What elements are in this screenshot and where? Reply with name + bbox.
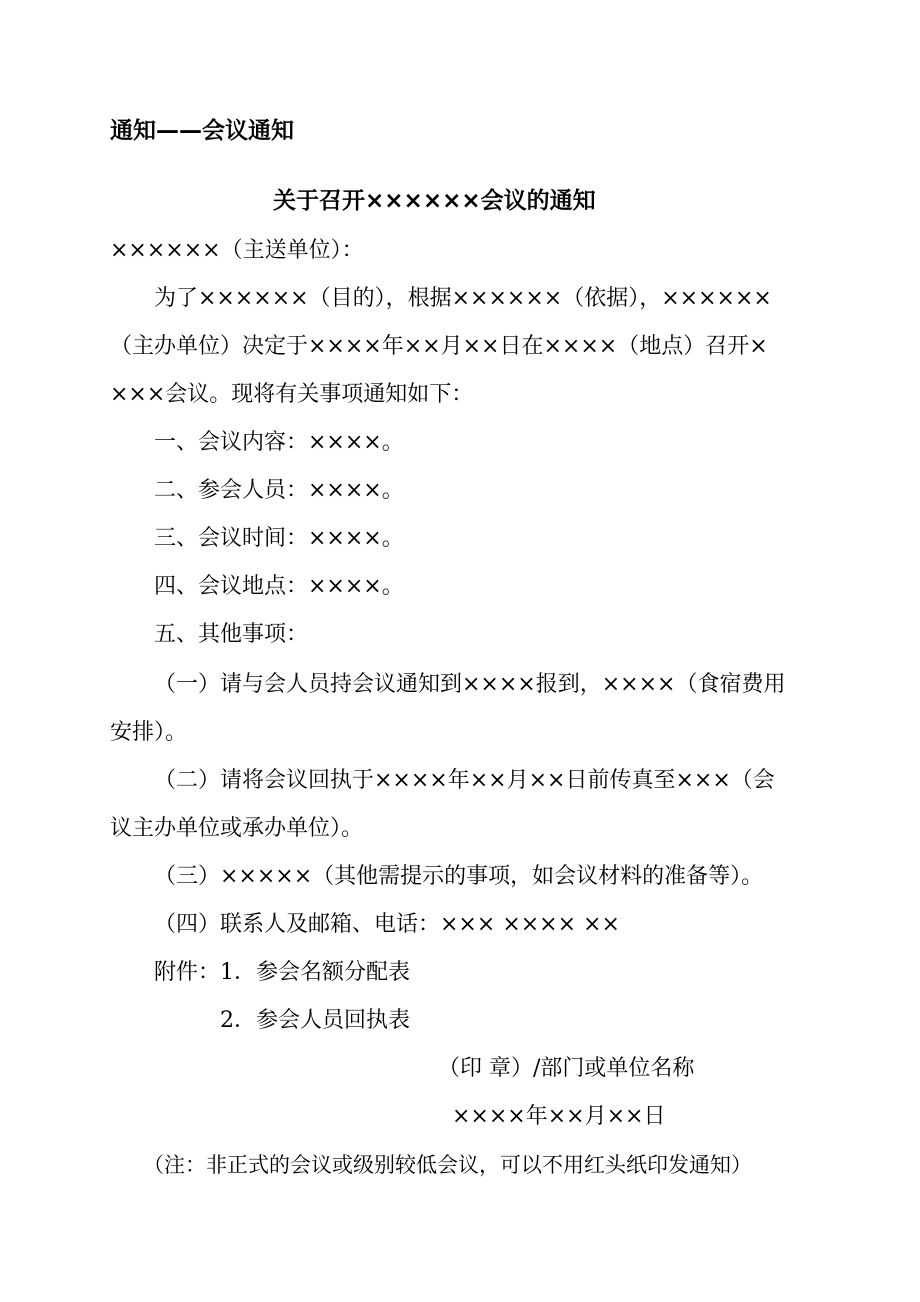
sub-item-receipt-line: （二）请将会议回执于××××年××月××日前传真至×××（会 (154, 768, 775, 793)
document-title: 关于召开××××××会议的通知 (273, 188, 596, 214)
intro-paragraph-line: （主办单位）决定于××××年××月××日在××××（地点）召开× (110, 334, 768, 359)
sub-item-registration-line: （一）请与会人员持会议通知到××××报到，××××（食宿费用 (154, 672, 786, 697)
sub-item-receipt-line: 议主办单位或承办单位）。 (110, 816, 364, 841)
intro-paragraph-line: 为了××××××（目的），根据××××××（依据），×××××× (154, 286, 772, 311)
attachments-label: 附件： (154, 960, 221, 985)
attachment-item: 1．参会名额分配表 (220, 960, 410, 985)
item-attendees: 二、参会人员：××××。 (154, 478, 404, 503)
signature-seal: （印 章）/部门或单位名称 (438, 1056, 695, 1081)
salutation: ××××××（主送单位）： (110, 238, 364, 263)
sub-item-other-notes: （三）×××××（其他需提示的事项，如会议材料的准备等）。 (154, 864, 764, 889)
sub-item-registration-line: 安排）。 (110, 720, 188, 745)
document-heading: 通知——会议通知 (110, 118, 294, 144)
signature-date: ××××年××月××日 (452, 1104, 666, 1129)
item-other-matters: 五、其他事项： (154, 622, 309, 647)
item-meeting-content: 一、会议内容：××××。 (154, 430, 404, 455)
sub-item-contact: （四）联系人及邮箱、电话：××× ×××× ×× (154, 912, 620, 937)
intro-paragraph-line: ×××会议。现将有关事项通知如下： (110, 382, 474, 407)
attachment-item: 2．参会人员回执表 (220, 1008, 410, 1033)
item-meeting-time: 三、会议时间：××××。 (154, 526, 404, 551)
footnote: （注：非正式的会议或级别较低会议，可以不用红头纸印发通知） (143, 1153, 752, 1177)
item-meeting-location: 四、会议地点：××××。 (154, 574, 404, 599)
